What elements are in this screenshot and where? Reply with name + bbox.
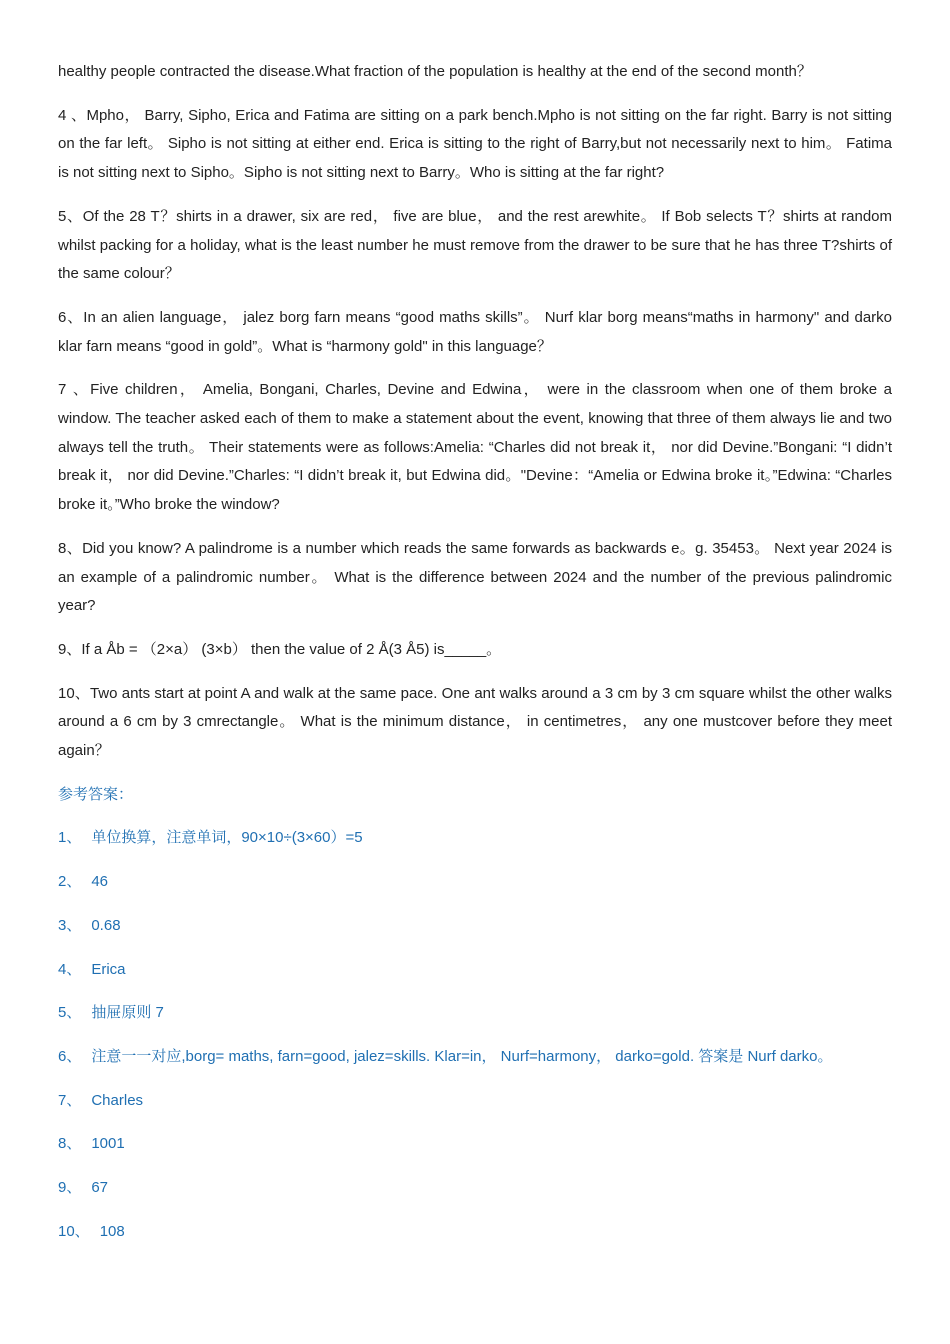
- answer-text: 抽屉原则 7: [91, 1004, 164, 1022]
- answer-text: Erica: [91, 960, 126, 978]
- answers-heading: 参考答案：: [58, 785, 134, 803]
- question-3-continuation: healthy people contracted the disease.What fraction of the population is healthy at the end of the second month？: [58, 63, 812, 80]
- answer-text: 67: [91, 1179, 109, 1197]
- question-10: 10、Two ants start at point A and walk at the same pace. One ant walks around a 3 cm by 3 cm square whilst the other walks around a 6 cm by 3 cmrectangle。 What is the minimum distance， in centimetres， any one mustcover before they meet again？: [58, 684, 892, 760]
- answer-number: 9、: [58, 1179, 82, 1197]
- answer-number: 4、: [58, 960, 82, 978]
- answer-number: 10、: [58, 1222, 90, 1240]
- question-7: 7 、Five children， Amelia, Bongani, Charles, Devine and Edwina， were in the classroom when one of them broke a window. The teacher asked each of them to make a statement about the event, knowing that three of them always lie and two always tell the truth。 Their statements were as follows:Amelia: “Charles did not break it， nor did Devine.”Bongani: “I didn’t break it， nor did Devine.”Charles: “I didn’t break it, but Edwina did。"Devine：“Amelia or Edwina broke it。”Edwina: “Charles broke it。”Who broke the window?: [58, 381, 892, 514]
- answer-2: [58, 868, 892, 897]
- answer-number: 6、: [58, 1047, 82, 1065]
- answer-text: 46: [91, 873, 109, 891]
- answer-text: 单位换算，注意单词，90×10÷(3×60）=5: [91, 829, 363, 847]
- question-8: 8、Did you know? A palindrome is a number which reads the same forwards as backwards e。g. 35453。 Next year 2024 is an example of a palindromic number。 What is the difference between 2024 and the number of the previous palindromic year?: [58, 539, 892, 615]
- answer-7: [58, 1087, 892, 1116]
- answer-5: [58, 999, 892, 1028]
- answer-number: 3、: [58, 916, 82, 934]
- question-4: 4 、Mpho， Barry, Sipho, Erica and Fatima are sitting on a park bench.Mpho is not sitting on the far right. Barry is not sitting on the far left。 Sipho is not sitting at either end. Erica is sitting to the right of Barry,but not necessarily next to him。 Fatima is not sitting next to Sipho。Sipho is not sitting next to Barry。Who is sitting at the far right?: [58, 106, 892, 182]
- answer-text: 1001: [91, 1135, 125, 1153]
- document-page: [58, 58, 892, 1262]
- answer-number: 8、: [58, 1135, 82, 1153]
- answer-10: [58, 1218, 892, 1247]
- answer-text: Charles: [91, 1091, 144, 1109]
- answer-number: 1、: [58, 829, 82, 847]
- answer-number: 7、: [58, 1091, 82, 1109]
- answer-text: 注意一一对应,borg= maths, farn=good, jalez=skills. Klar=in， Nurf=harmony， darko=gold. 答案是 Nurf darko。: [91, 1047, 833, 1065]
- answer-8: [58, 1130, 892, 1159]
- answer-text: 0.68: [91, 916, 121, 934]
- answer-9: [58, 1174, 892, 1203]
- answer-number: 2、: [58, 873, 82, 891]
- answer-1: [58, 824, 892, 853]
- question-5: 5、Of the 28 T？shirts in a drawer, six are red， five are blue， and the rest arewhite。 If Bob selects T？shirts at random whilst packing for a holiday, what is the least number he must remove from the drawer to be sure that he has three T?shirts of the same colour？: [58, 207, 892, 283]
- question-9: 9、If a Åb = （2×a） (3×b） then the value of 2 Å(3 Å5) is_____。: [58, 640, 502, 658]
- answer-3: [58, 912, 892, 941]
- answer-4: [58, 956, 892, 985]
- answer-text: 108: [99, 1222, 125, 1240]
- answer-6: [58, 1043, 892, 1072]
- question-6: 6、In an alien language， jalez borg farn means “good maths skills”。 Nurf klar borg means“maths in harmony" and darko klar farn means “good in gold”。What is “harmony gold" in this language？: [58, 308, 892, 355]
- answer-number: 5、: [58, 1004, 82, 1022]
